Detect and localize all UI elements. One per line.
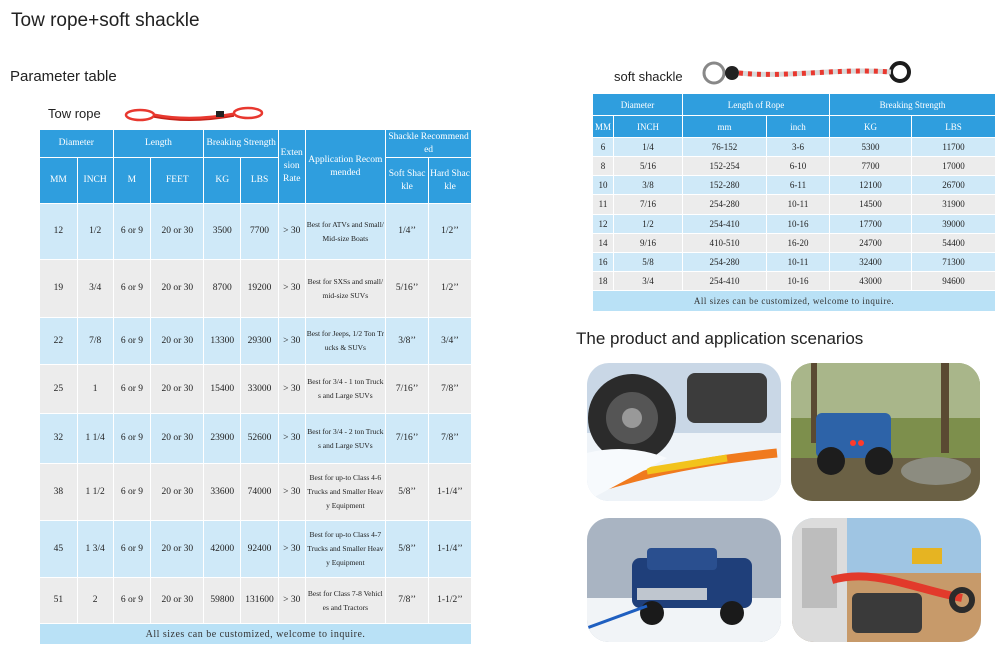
cell-mm: 19 — [40, 260, 78, 318]
cell-mm: 22 — [40, 318, 78, 365]
cell-application: Best for Jeeps, 1/2 Ton Trucks & SUVs — [305, 318, 386, 365]
cell-hard-shackle: 1/2’’ — [429, 204, 472, 260]
header-inch: INCH — [77, 158, 113, 204]
cell-feet: 20 or 30 — [151, 578, 204, 624]
table-row — [593, 157, 996, 176]
cell-application: Best for 3/4 - 2 ton Trucks and Large SUVs — [305, 414, 386, 464]
cell-mm: 51 — [40, 578, 78, 624]
cell-m: 6 or 9 — [113, 578, 151, 624]
cell-mm: 38 — [40, 464, 78, 521]
cell-mm: 11 — [593, 195, 614, 214]
cell-inch: 2 — [77, 578, 113, 624]
cell-feet: 20 or 30 — [151, 365, 204, 414]
header-length: Length — [113, 130, 204, 158]
table-row — [593, 176, 996, 195]
cell-hard-shackle: 7/8’’ — [429, 414, 472, 464]
table-row — [593, 271, 996, 290]
table-row — [40, 204, 472, 260]
cell-length-mm: 152-280 — [683, 176, 767, 195]
header-kg: KG — [204, 158, 241, 204]
cell-application: Best for 3/4 - 1 ton Trucks and Large SUVs — [305, 365, 386, 414]
cell-length-mm: 254-280 — [683, 195, 767, 214]
soft-shackle-image — [696, 58, 916, 90]
header-application: Application Recommended — [305, 130, 386, 204]
cell-length-inch: 6-11 — [767, 176, 830, 195]
scenarios-title: The product and application scenarios — [576, 329, 864, 348]
header-length-inch: inch — [767, 116, 830, 138]
cell-inch: 5/16 — [614, 157, 683, 176]
cell-kg: 12100 — [830, 176, 912, 195]
cell-mm: 16 — [593, 252, 614, 271]
cell-soft-shackle: 5/8’’ — [386, 521, 429, 578]
cell-kg: 14500 — [830, 195, 912, 214]
header-shackle: Shackle Recommended — [386, 130, 472, 158]
table-row — [40, 521, 472, 578]
header-m: M — [113, 158, 151, 204]
cell-inch: 1/2 — [614, 214, 683, 233]
cell-extension: > 30 — [278, 578, 305, 624]
parameter-table-title: Parameter table — [10, 68, 117, 85]
soft-shackle-label: soft shackle — [614, 69, 683, 84]
cell-inch: 9/16 — [614, 233, 683, 252]
cell-mm: 12 — [593, 214, 614, 233]
cell-soft-shackle: 7/16’’ — [386, 414, 429, 464]
cell-extension: > 30 — [278, 260, 305, 318]
header-feet: FEET — [151, 158, 204, 204]
cell-kg: 43000 — [830, 271, 912, 290]
cell-soft-shackle: 7/16’’ — [386, 365, 429, 414]
cell-lbs: 7700 — [241, 204, 279, 260]
header-breaking-strength: Breaking Strength — [830, 94, 996, 116]
cell-length-mm: 254-410 — [683, 214, 767, 233]
cell-extension: > 30 — [278, 464, 305, 521]
cell-length-inch: 3-6 — [767, 138, 830, 157]
header-lbs: LBS — [912, 116, 996, 138]
cell-inch: 1 1/4 — [77, 414, 113, 464]
table-row — [40, 365, 472, 414]
cell-feet: 20 or 30 — [151, 521, 204, 578]
cell-feet: 20 or 30 — [151, 204, 204, 260]
cell-inch: 1 1/2 — [77, 464, 113, 521]
cell-length-inch: 6-10 — [767, 157, 830, 176]
cell-inch: 3/4 — [614, 271, 683, 290]
cell-lbs: 33000 — [241, 365, 279, 414]
cell-m: 6 or 9 — [113, 260, 151, 318]
cell-application: Best for SXSs and small/mid-size SUVs — [305, 260, 386, 318]
cell-m: 6 or 9 — [113, 318, 151, 365]
header-diameter: Diameter — [40, 130, 114, 158]
cell-hard-shackle: 7/8’’ — [429, 365, 472, 414]
cell-lbs: 92400 — [241, 521, 279, 578]
cell-lbs: 54400 — [912, 233, 996, 252]
cell-lbs: 31900 — [912, 195, 996, 214]
cell-feet: 20 or 30 — [151, 464, 204, 521]
cell-kg: 7700 — [830, 157, 912, 176]
cell-length-inch: 10-11 — [767, 252, 830, 271]
header-length-mm: mm — [683, 116, 767, 138]
cell-application: Best for up-to Class 4-7 Trucks and Smaller Heavy Equipment — [305, 521, 386, 578]
cell-feet: 20 or 30 — [151, 414, 204, 464]
table-footer-note: All sizes can be customized, welcome to inquire. — [593, 290, 996, 311]
cell-kg: 23900 — [204, 414, 241, 464]
cell-length-inch: 10-16 — [767, 271, 830, 290]
cell-kg: 15400 — [204, 365, 241, 414]
cell-extension: > 30 — [278, 318, 305, 365]
tow-rope-image — [120, 104, 270, 126]
header-soft-shackle: Soft Shackle — [386, 158, 429, 204]
cell-kg: 59800 — [204, 578, 241, 624]
cell-m: 6 or 9 — [113, 464, 151, 521]
header-breaking-strength: Breaking Strength — [204, 130, 279, 158]
cell-inch: 3/8 — [614, 176, 683, 195]
table-row — [593, 233, 996, 252]
cell-extension: > 30 — [278, 414, 305, 464]
header-lbs: LBS — [241, 158, 279, 204]
tow-rope-table — [39, 129, 472, 645]
cell-application: Best for ATVs and Small/Mid-size Boats — [305, 204, 386, 260]
cell-lbs: 29300 — [241, 318, 279, 365]
table-row — [593, 214, 996, 233]
cell-soft-shackle: 7/8’’ — [386, 578, 429, 624]
cell-inch: 1/2 — [77, 204, 113, 260]
cell-soft-shackle: 3/8’’ — [386, 318, 429, 365]
cell-inch: 1/4 — [614, 138, 683, 157]
cell-lbs: 71300 — [912, 252, 996, 271]
pickup-snow-photo — [587, 518, 781, 642]
cell-m: 6 or 9 — [113, 414, 151, 464]
cell-length-inch: 10-16 — [767, 214, 830, 233]
cell-mm: 12 — [40, 204, 78, 260]
cell-lbs: 19200 — [241, 260, 279, 318]
table-row — [40, 578, 472, 624]
cell-inch: 1 3/4 — [77, 521, 113, 578]
cell-lbs: 74000 — [241, 464, 279, 521]
cell-inch: 5/8 — [614, 252, 683, 271]
cell-lbs: 11700 — [912, 138, 996, 157]
table-row — [593, 252, 996, 271]
cell-lbs: 131600 — [241, 578, 279, 624]
cell-m: 6 or 9 — [113, 521, 151, 578]
table-footer-note: All sizes can be customized, welcome to inquire. — [40, 624, 472, 645]
cell-length-mm: 410-510 — [683, 233, 767, 252]
cell-length-inch: 16-20 — [767, 233, 830, 252]
cell-extension: > 30 — [278, 521, 305, 578]
cell-kg: 5300 — [830, 138, 912, 157]
table-row — [593, 195, 996, 214]
soft-shackle-table — [592, 93, 996, 312]
table-row — [593, 138, 996, 157]
cell-lbs: 94600 — [912, 271, 996, 290]
jeep-forest-photo — [791, 363, 980, 501]
table-row — [40, 464, 472, 521]
cell-kg: 24700 — [830, 233, 912, 252]
cell-hard-shackle: 1-1/4’’ — [429, 464, 472, 521]
cell-kg: 17700 — [830, 214, 912, 233]
cell-length-mm: 152-254 — [683, 157, 767, 176]
cell-lbs: 26700 — [912, 176, 996, 195]
cell-m: 6 or 9 — [113, 204, 151, 260]
header-extension-rate: Extension Rate — [278, 130, 305, 204]
cell-mm: 25 — [40, 365, 78, 414]
cell-length-mm: 76-152 — [683, 138, 767, 157]
cell-kg: 13300 — [204, 318, 241, 365]
cell-inch: 1 — [77, 365, 113, 414]
cell-inch: 7/16 — [614, 195, 683, 214]
cell-application: Best for Class 7-8 Vehicles and Tractors — [305, 578, 386, 624]
cell-feet: 20 or 30 — [151, 318, 204, 365]
cell-application: Best for up-to Class 4-6 Trucks and Smaller Heavy Equipment — [305, 464, 386, 521]
cell-length-mm: 254-410 — [683, 271, 767, 290]
cell-length-mm: 254-280 — [683, 252, 767, 271]
cell-kg: 32400 — [830, 252, 912, 271]
cell-lbs: 52600 — [241, 414, 279, 464]
tow-rope-label: Tow rope — [48, 106, 101, 121]
cell-soft-shackle: 5/16’’ — [386, 260, 429, 318]
soft-shackle-application-photo — [792, 518, 981, 642]
cell-lbs: 17000 — [912, 157, 996, 176]
cell-hard-shackle: 3/4’’ — [429, 318, 472, 365]
cell-mm: 8 — [593, 157, 614, 176]
table-row — [40, 414, 472, 464]
header-inch: INCH — [614, 116, 683, 138]
cell-hard-shackle: 1/2’’ — [429, 260, 472, 318]
table-row — [40, 260, 472, 318]
cell-kg: 33600 — [204, 464, 241, 521]
cell-lbs: 39000 — [912, 214, 996, 233]
cell-mm: 45 — [40, 521, 78, 578]
cell-inch: 3/4 — [77, 260, 113, 318]
cell-extension: > 30 — [278, 204, 305, 260]
cell-extension: > 30 — [278, 365, 305, 414]
header-mm: MM — [593, 116, 614, 138]
cell-inch: 7/8 — [77, 318, 113, 365]
header-kg: KG — [830, 116, 912, 138]
cell-kg: 42000 — [204, 521, 241, 578]
cell-kg: 3500 — [204, 204, 241, 260]
header-hard-shackle: Hard Shackle — [429, 158, 472, 204]
cell-mm: 32 — [40, 414, 78, 464]
cell-feet: 20 or 30 — [151, 260, 204, 318]
cell-soft-shackle: 1/4’’ — [386, 204, 429, 260]
cell-m: 6 or 9 — [113, 365, 151, 414]
header-length-of-rope: Length of Rope — [683, 94, 830, 116]
cell-mm: 10 — [593, 176, 614, 195]
cell-mm: 6 — [593, 138, 614, 157]
cell-mm: 14 — [593, 233, 614, 252]
atv-snow-photo — [587, 363, 781, 501]
cell-hard-shackle: 1-1/2’’ — [429, 578, 472, 624]
header-mm: MM — [40, 158, 78, 204]
cell-kg: 8700 — [204, 260, 241, 318]
header-diameter: Diameter — [593, 94, 683, 116]
cell-mm: 18 — [593, 271, 614, 290]
cell-soft-shackle: 5/8’’ — [386, 464, 429, 521]
cell-hard-shackle: 1-1/4’’ — [429, 521, 472, 578]
page-title: Tow rope+soft shackle — [11, 10, 200, 31]
table-row — [40, 318, 472, 365]
cell-length-inch: 10-11 — [767, 195, 830, 214]
